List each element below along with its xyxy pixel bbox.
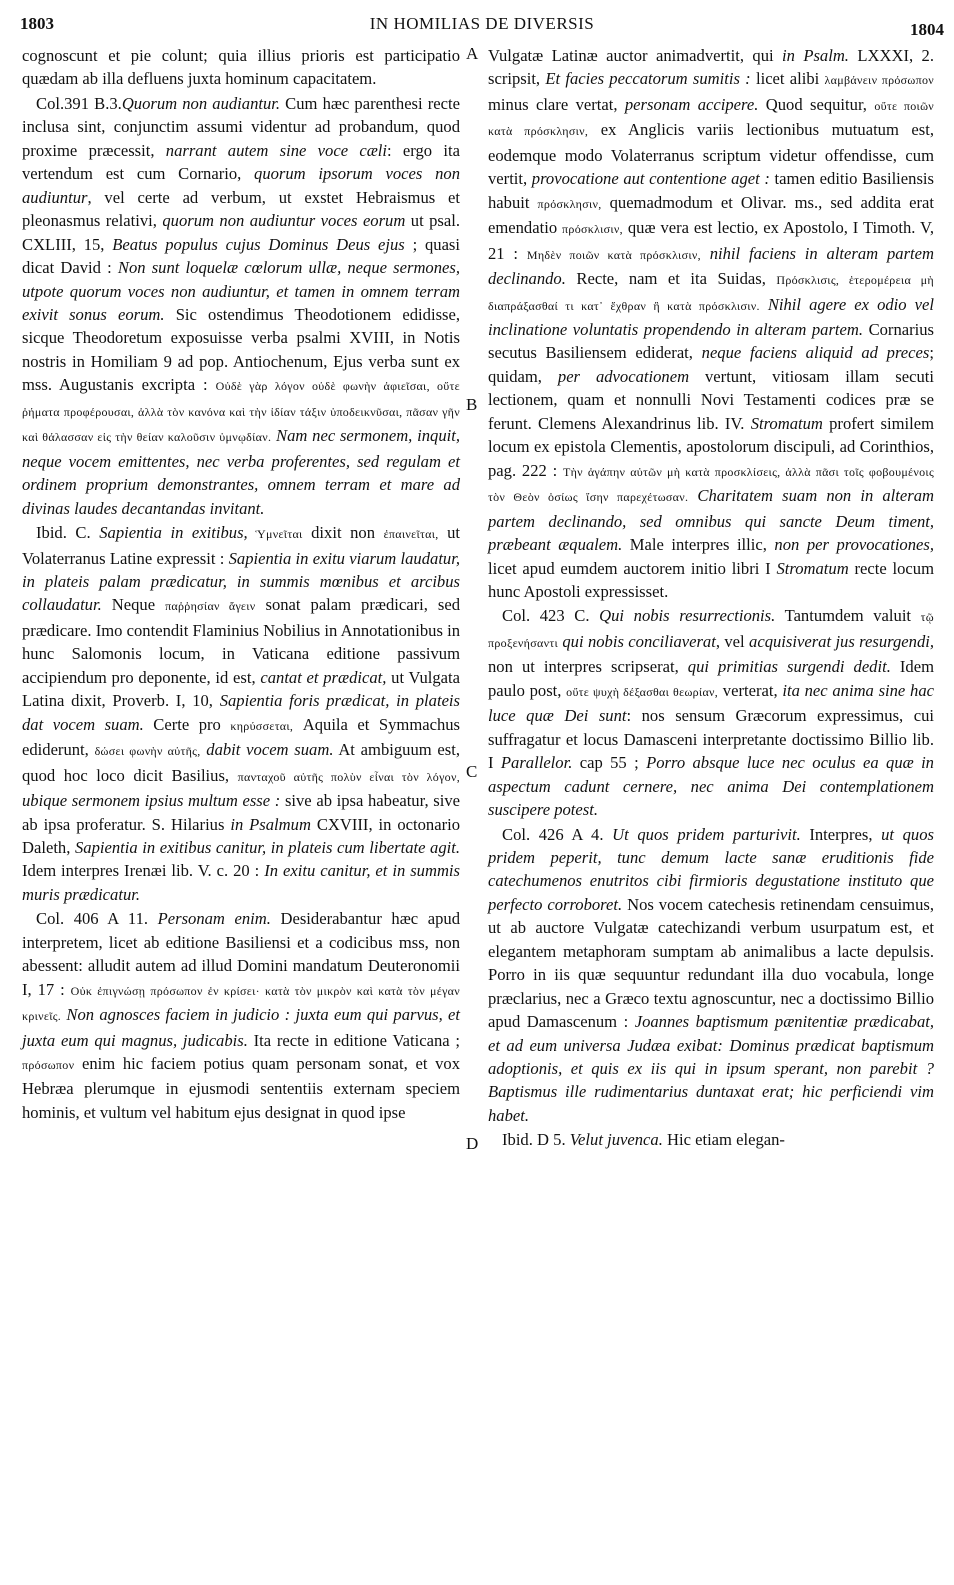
italic-run: cantat et prædicat, bbox=[260, 667, 387, 687]
italic-run: Qui nobis resurrectionis. bbox=[599, 606, 776, 626]
text-run: Ibid. D 5. bbox=[502, 1130, 570, 1150]
paragraph bbox=[22, 44, 460, 91]
paragraph bbox=[22, 92, 460, 520]
margin-letter-c: C bbox=[466, 762, 478, 781]
italic-run: Sapientia in exitu viarum laudatur, in plateis palam prædicatur, in summis mœnibus et arcibus collaudatur. bbox=[22, 548, 460, 615]
left-column bbox=[22, 44, 460, 1124]
greek-run: Οὐκ ἐπιγνώσῃ πρόσωπον ἐν κρίσει· κατὰ τὸν μικρὸν καὶ κατὰ τὸν μέγαν κρινεῖς. bbox=[22, 983, 460, 1024]
text-run: : ergo ita vertendum est cum Cornario, bbox=[22, 140, 460, 184]
italic-run: Porro absque luce nec oculus ea quæ in aspectum cadunt cernere, nec anima Dei contemplationem suscipere potest. bbox=[488, 753, 934, 820]
text-run: sive ab ipsa habeatur, sive ab ipsa proferatur. S. Hilarius bbox=[22, 791, 460, 834]
italic-run: Stromatum bbox=[750, 413, 823, 433]
text-run: Recte, nam et ita Suidas, bbox=[565, 269, 777, 289]
italic-run: Stromatum bbox=[776, 558, 849, 578]
text-run: ex Anglicis variis lectionibus mutuatum est, eodemque modo Volaterranus scriptum videtur offendisse, cum vertit, bbox=[488, 120, 935, 189]
paragraph bbox=[488, 1128, 934, 1151]
text-run: Col. 406 A 11. bbox=[36, 909, 158, 929]
text-run: LXXXI, 2. scripsit, bbox=[488, 46, 934, 89]
greek-run: λαμβάνειν πρόσωπον bbox=[824, 73, 935, 88]
text-run: recte locum hunc Apostoli expressisset. bbox=[488, 558, 934, 601]
text-run: Tantumdem valuit bbox=[775, 606, 921, 626]
text-run: quemadmodum et Olivar. ms., sed addita erat emendatio bbox=[488, 192, 934, 238]
italic-run: Nam nec sermonem, inquit, neque vocem emittentes, nec verba proferentes, sed regulam et ordinem proprium demonstrantes, omnem terram et mare ad divinas laudes decantandas invitant. bbox=[22, 426, 460, 518]
text-run: tamen editio Basiliensis habuit bbox=[488, 169, 934, 212]
margin-letter-b: B bbox=[466, 395, 478, 414]
italic-run: provocatione aut contentione aget : bbox=[531, 169, 770, 189]
text-run: Ibid. C. bbox=[36, 523, 100, 543]
text-run: , vel bbox=[715, 631, 750, 651]
text-run: Col. 426 A 4. bbox=[502, 824, 613, 844]
text-run: : nos sensum Græcorum expressimus, cui suffragatur et locus Damasceni interpretante doctissimo Billio lib. I bbox=[488, 706, 934, 773]
italic-run: ut quos pridem peperit, tunc demum lacte sanæ eruditionis fide catechumenos enutritos cibi firmioris degustatione instituto que perfecto corroboret. bbox=[488, 824, 934, 914]
text-run: At ambiguum est, quod hoc loco dicit Basilius, bbox=[22, 740, 460, 785]
page-number-right: 1804 bbox=[910, 20, 944, 39]
text-run: Col.391 B.3. bbox=[36, 93, 122, 113]
text-run: quæ vera est lectio, ex Apostolo, I Timoth. V, 21 : bbox=[488, 218, 935, 263]
greek-run: τῷ προξενήσαντι bbox=[488, 610, 934, 650]
italic-run: Personam enim. bbox=[157, 909, 271, 929]
greek-run: Πρόσκλισις, ἑτερομέρεια μὴ διαπράξασθαί τι κατ᾽ ἔχθραν ἢ κατὰ πρόσκλισιν. bbox=[488, 273, 934, 313]
italic-run: Charitatem suam non in alteram partem declinando, sed omnibus qui sancte Deum timent, præbeant æqualem. bbox=[488, 486, 934, 555]
text-run: Vulgatæ Latinæ auctor animadvertit, qui bbox=[488, 46, 783, 65]
text-run: Idem interpres Irenæi lib. V. c. 20 : bbox=[22, 861, 265, 881]
margin-letter-d: D bbox=[466, 1134, 479, 1153]
text-run: enim hic faciem potius quam personam sonat, et vox Hebræa plerumque in ejusmodi sententiis externam speciem hominis, et vultum vel habitum ejus designat in quod ipse bbox=[22, 1054, 460, 1122]
italic-run: Non agnosces faciem in judicio : juxta eum qui parvus, et juxta eum qui magnus, judicabis. bbox=[22, 1005, 460, 1050]
italic-run: non per provocationes, bbox=[774, 535, 934, 555]
text-run: Neque bbox=[101, 595, 166, 615]
italic-run: Nihil agere ex odio vel inclinatione voluntatis propendendo in alteram partem. bbox=[488, 294, 934, 339]
text-run: Sic ostendimus Theodotionem edidisse, sicque Theodoretum exposuisse verba psalmi XVIII, in Notis nostris in Homiliam 9 ad pop. Antiochenum, Ejus verba sunt ex mss. Augustanis excripta : bbox=[22, 304, 460, 395]
running-title: IN HOMILIAS DE DIVERSIS bbox=[369, 14, 595, 33]
greek-run: Ὑμνεῖται bbox=[247, 527, 303, 542]
text-run: ut psal. CXLIII, 15, bbox=[22, 211, 460, 254]
text-run: Interpres, bbox=[800, 824, 882, 844]
paragraph bbox=[488, 604, 934, 821]
italic-run: Parallelor. bbox=[500, 753, 573, 773]
italic-run: Sapientia in exitibus, bbox=[99, 523, 248, 543]
greek-run: Τὴν ἀγάπην αὐτῶν μὴ κατὰ προσκλίσεις, ἀλλὰ πᾶσι τοῖς φοβουμένοις τὸν Θεὸν ὁσίως ἴσην παρεχέτωσαν. bbox=[488, 464, 934, 505]
italic-run: per advocationem bbox=[557, 366, 690, 386]
greek-run: κηρύσσεται, bbox=[230, 718, 294, 733]
text-run: Desiderabantur hæc apud interpretem, licet ab editione Basiliensi et a codicibus mss, non abessent: alludit autem ad illud Domini mandatum Deuteronomii I, 17 : bbox=[22, 909, 460, 999]
text-run: Col. 423 C. bbox=[502, 606, 600, 626]
text-run: profert similem locum ex epistola Clementis, apostolorum discipuli, ad Corinthios, pag. 222 : bbox=[488, 413, 934, 480]
text-run: non ut interpres scripserat, bbox=[488, 657, 688, 677]
greek-run: Μηδὲν ποιῶν κατὰ πρόσκλισιν, bbox=[526, 247, 701, 262]
margin-letter-a: A bbox=[466, 44, 479, 63]
greek-run: οὔτε ψυχὴ δέξασθαι θεωρίαν, bbox=[566, 684, 719, 699]
text-run: dixit non bbox=[302, 523, 384, 543]
italic-run: acquisiverat jus resurgendi, bbox=[749, 631, 935, 651]
greek-run: πανταχοῦ αὐτῆς πολὺν εἶναι τὸν λόγον, bbox=[237, 769, 461, 784]
italic-run: nihil faciens in alteram partem declinando. bbox=[488, 243, 934, 289]
paragraph bbox=[22, 521, 460, 906]
italic-run: neque faciens aliquid ad preces bbox=[701, 343, 930, 363]
italic-run: Beatus populus cujus Dominus Deus ejus bbox=[112, 234, 405, 254]
greek-run: δώσει φωνὴν αὐτῆς, bbox=[94, 744, 201, 759]
italic-run: Et facies peccatorum sumitis : bbox=[545, 69, 751, 89]
paragraph bbox=[22, 907, 460, 1124]
greek-run: παῤῥησίαν ἄγειν bbox=[165, 599, 256, 614]
greek-run: πρόσκλησιν, bbox=[537, 196, 602, 211]
italic-run: narrant autem sine voce cæli bbox=[165, 140, 388, 160]
italic-run: Sapientia in exitibus canitur, in plateis cum libertate agit. bbox=[74, 837, 461, 857]
text-run: Ita recte in editione Vaticana ; bbox=[247, 1030, 461, 1050]
italic-run: in Psalmum bbox=[230, 814, 311, 834]
italic-run: ubique sermonem ipsius multum esse : bbox=[22, 791, 281, 811]
italic-run: In exitu canitur, et in summis muris prædicatur. bbox=[22, 861, 460, 904]
text-run: CXVIII, in octonario Daleth, bbox=[22, 814, 460, 857]
italic-run: qui primitias surgendi dedit. bbox=[687, 657, 891, 677]
text-run: Aquila et Symmachus ediderunt, bbox=[22, 714, 461, 760]
text-run: Cornarius secutus Basiliensem ediderat, bbox=[488, 319, 935, 363]
greek-run: οὔτε ποιῶν κατὰ πρόσκλησιν, bbox=[488, 98, 934, 139]
italic-run: in Psalm. bbox=[782, 46, 849, 65]
italic-run: Ut quos pridem parturivit. bbox=[612, 824, 801, 844]
text-run: minus clare vertat, bbox=[488, 94, 625, 114]
text-run: vertunt, vitiosam illam secuti lectionem, quam et nonnulli Novi Testamenti codices præ se ferunt. Clemens Alexandrinus lib. IV. bbox=[488, 366, 934, 433]
text-run: , vel certe ad verbum, ut exstet Hebraismus et pleonasmus relativi, bbox=[22, 187, 460, 231]
text-run: cap 55 ; bbox=[572, 753, 647, 773]
italic-run: ita nec anima sine hac luce quæ Dei sunt bbox=[488, 680, 934, 726]
greek-run: ἐπαινεῖται, bbox=[383, 527, 439, 542]
greek-run: πρόσωπον bbox=[22, 1058, 75, 1073]
italic-run: quorum non audiuntur voces eorum bbox=[162, 211, 406, 231]
text-run: ut Volaterranus Latine expressit : bbox=[22, 523, 460, 568]
text-run: ; quasi dicat David : bbox=[22, 234, 461, 278]
paragraph bbox=[488, 823, 934, 1128]
italic-run: qui nobis conciliaverat bbox=[557, 631, 716, 651]
italic-run: dabit vocem suam. bbox=[200, 740, 334, 760]
text-run: verterat, bbox=[718, 680, 783, 700]
italic-run: Joannes baptismum pænitentiæ prædicabat, et ad eum universa Judæa exibat: Dominus prædicat baptismum adoptionis, et quis ex iis qui in ipsum sperant, non parebit ? Baptismus ille rudimentarius duntaxat erat; hic perficiendi vim habet. bbox=[488, 1012, 935, 1125]
text-run: Idem paulo post, bbox=[488, 657, 935, 700]
italic-run: Velut juvenca. bbox=[569, 1130, 663, 1150]
text-run: ut Vulgata Latina dixit, Proverb. I, 10, bbox=[22, 667, 461, 711]
italic-run: personam accipere. bbox=[624, 94, 759, 114]
page-number-left: 1803 bbox=[20, 14, 54, 33]
text-run: Nos vocem catechesis retinendam censuimus, ut ab auctore Vulgatæ catechizandi verbum usurpatum est, et elegantem metaphoram sumptam ab animalibus a lacte depulsis. Porro in iis quæ sequuntur redundant illa duo vocabula, longe præclarius, nec a Græco textu agnoscuntur, nec a doctissimo Billio apud Damascenum : bbox=[488, 894, 934, 1032]
text-run: Cum hæc parenthesi recte inclusa sint, conjunctim assumi videntur ad probandum, quod proxime præcessit, bbox=[22, 93, 460, 160]
text-run: Certe pro bbox=[143, 714, 231, 734]
italic-run: Non sunt loquelæ cœlorum ullæ, neque sermones, utpote quorum voces non audiuntur, et tamen in omnem terram exivit sonus eorum. bbox=[22, 258, 460, 324]
text-run: cognoscunt et pie colunt; quia illius prioris est participatio quædam ab illa defluens juxta hominum capacitatem. bbox=[22, 46, 460, 89]
running-header bbox=[20, 14, 944, 40]
italic-run: Quorum non audiantur. bbox=[121, 93, 281, 113]
right-column bbox=[488, 44, 934, 1152]
text-run: ; quidam, bbox=[488, 343, 934, 386]
greek-run: πρόσκλισιν, bbox=[562, 222, 623, 237]
italic-run: quorum ipsorum voces non audiuntur bbox=[22, 164, 460, 207]
text-run: Male interpres illic, bbox=[622, 535, 775, 555]
greek-run: Οὐδὲ γὰρ λόγον οὐδὲ φωνὴν ἀφιεῖσαι, οὔτε ῥήματα προφέρουσαι, ἀλλὰ τὸν κανόνα καὶ τὴν ἰδίαν τάξιν ὑποδεικνῦσαι, πᾶσαν γῆν καὶ θάλασσαν εἰς τὴν θείαν καλοῦσιν ὑμνῳδίαν. bbox=[22, 379, 460, 445]
text-run: Hic etiam elegan- bbox=[662, 1130, 785, 1150]
text-run: licet alibi bbox=[750, 69, 825, 89]
italic-run: Sapientia foris prædicat, in plateis dat vocem suam. bbox=[22, 691, 460, 734]
paragraph bbox=[488, 44, 934, 603]
text-run: Quod sequitur, bbox=[758, 94, 875, 114]
text-run: sonat palam prædicari, sed prædicare. Imo contendit Flaminius Nobilius in Annotationibus in hunc Salomonis locum, in Vaticana editione passivum accipiendum pro deponente, id est, bbox=[22, 595, 460, 687]
text-run: licet apud eumdem auctorem initio libri I bbox=[488, 558, 777, 578]
